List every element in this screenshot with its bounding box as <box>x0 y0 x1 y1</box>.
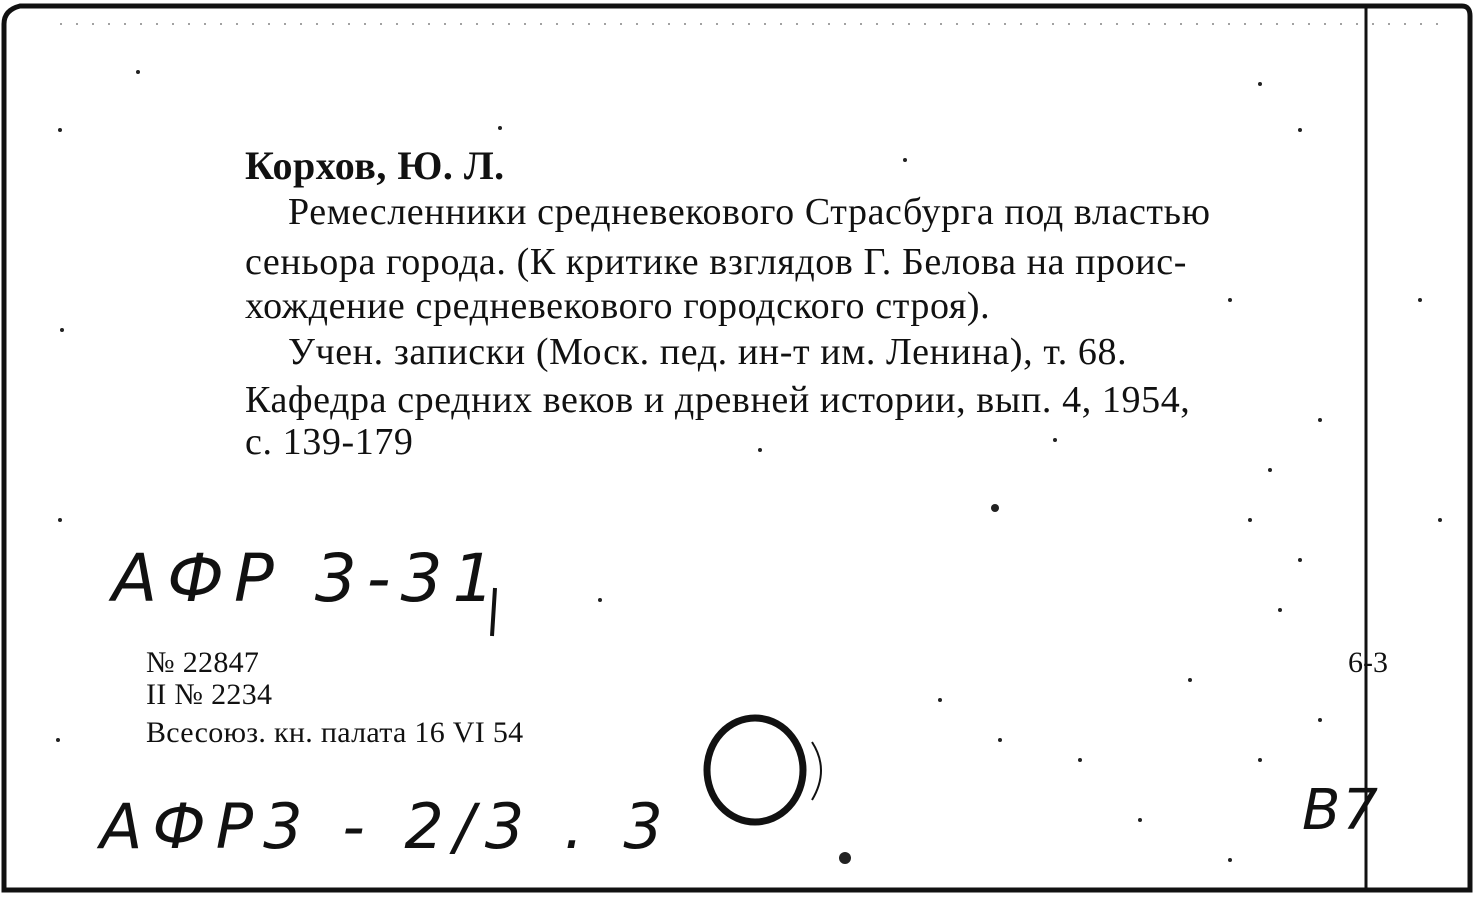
card-number: № 22847 <box>146 646 260 679</box>
handwritten-shelfmark-2: АФР3 - 2/3 . 3 <box>100 790 673 863</box>
card-publisher: Всесоюз. кн. палата 16 VI 54 <box>146 716 524 749</box>
card-source-line-2: Кафедра средних веков и древней истории, вып. 4, 1954, <box>245 379 1191 421</box>
handwritten-corner-mark: В7 <box>1302 778 1381 843</box>
card-author: Корхов, Ю. Л. <box>245 143 505 188</box>
card-title-line-1: Ремесленники средневекового Страсбурга под властью <box>288 191 1211 233</box>
hand-drawn-circle <box>707 718 821 822</box>
card-title-line-3: хождение средневекового городского строя). <box>245 285 991 327</box>
card-title-line-2: сеньора города. (К критике взглядов Г. Белова на проис- <box>245 241 1187 283</box>
card-source-line-3: с. 139-179 <box>245 421 414 463</box>
card-source-line-1: Учен. записки (Моск. пед. ин-т им. Ленина), т. 68. <box>288 331 1128 373</box>
handwritten-shelfmark-1: АФР 3-31 <box>112 540 505 617</box>
card-class-code: 6-3 <box>1348 646 1388 679</box>
card-secondary-number: II № 2234 <box>146 678 273 711</box>
